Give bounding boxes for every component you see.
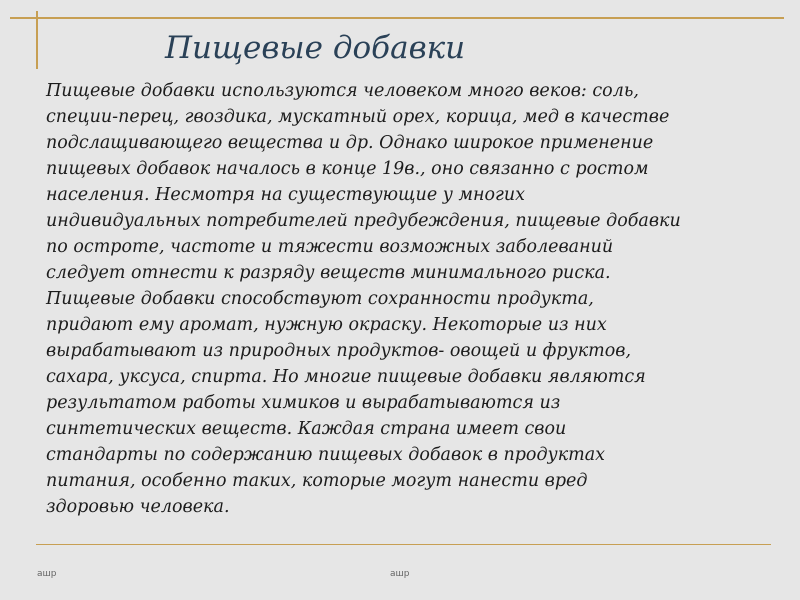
body-line: питания, особенно таких, которые могут нанести вред <box>46 471 588 491</box>
body-line: сахара, уксуса, спирта. Но многие пищевые добавки являются <box>46 367 646 387</box>
slide-title: Пищевые добавки <box>165 30 466 66</box>
body-line: подслащивающего вещества и др. Однако широкое применение <box>46 133 654 153</box>
body-line: синтетических веществ. Каждая страна имеет свои <box>46 419 567 439</box>
footer-center-text: ашр <box>390 569 410 579</box>
body-line: населения. Несмотря на существующие у многих <box>46 185 526 205</box>
body-line: по остроте, частоте и тяжести возможных заболеваний <box>46 237 614 257</box>
body-line: Пищевые добавки используются человеком много веков: соль, <box>46 81 639 101</box>
left-accent-line <box>36 11 38 69</box>
body-line: индивидуальных потребителей предубеждения, пищевые добавки <box>46 211 681 231</box>
top-divider-line <box>10 17 784 19</box>
footer-left-text: ашр <box>37 569 57 579</box>
body-line: результатом работы химиков и вырабатываются из <box>46 393 561 413</box>
body-line: стандарты по содержанию пищевых добавок в продуктах <box>46 445 606 465</box>
body-line: вырабатывают из природных продуктов- овощей и фруктов, <box>46 341 632 361</box>
slide-body-text <box>46 78 786 520</box>
body-line: придают ему аромат, нужную окраску. Некоторые из них <box>46 315 607 335</box>
body-line: пищевых добавок началось в конце 19в., оно связанно с ростом <box>46 159 649 179</box>
body-line: специи-перец, гвоздика, мускатный орех, корица, мед в качестве <box>46 107 670 127</box>
body-line: следует отнести к разряду веществ минимального риска. <box>46 263 611 283</box>
body-line: Пищевые добавки способствуют сохранности продукта, <box>46 289 594 309</box>
bottom-divider-line <box>36 544 771 545</box>
body-line: здоровью человека. <box>46 497 230 517</box>
